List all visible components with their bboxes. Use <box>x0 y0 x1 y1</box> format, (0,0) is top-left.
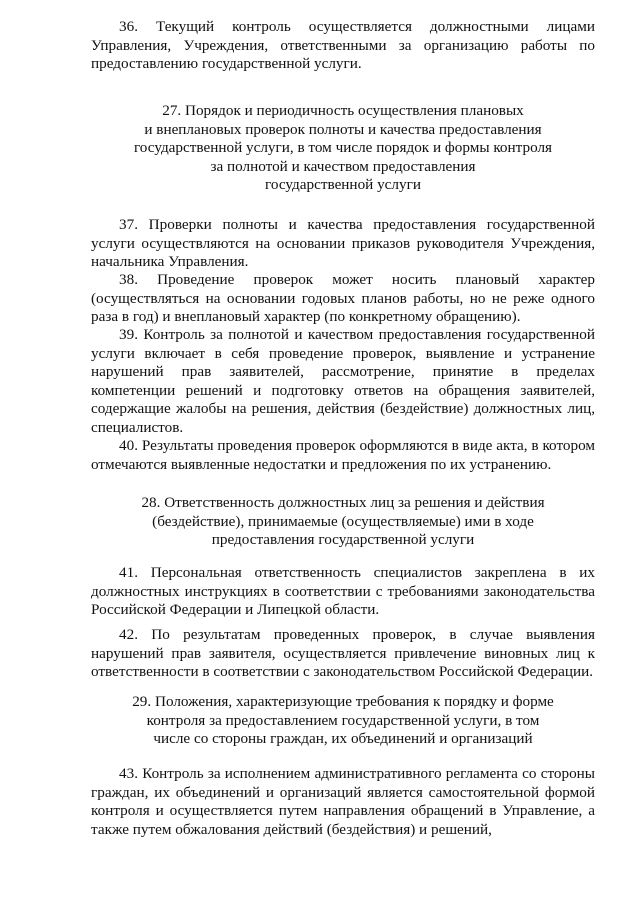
heading-line: контроля за предоставлением государственной услуги, в том <box>146 711 540 729</box>
heading-line: и внеплановых проверок полноты и качества предоставления <box>144 120 542 138</box>
section-heading-27 <box>91 102 595 195</box>
paragraph-38: 38. Проведение проверок может носить плановый характер (осуществляться на основании годовых планов работы, но не реже одного раза в год) и внеплановый характер (по конкретному обращению). <box>91 271 595 326</box>
paragraph-42: 42. По результатам проведенных проверок, в случае выявления нарушений прав заявителя, осуществляется привлечение виновных лиц к ответственности в соответствии с законодательством Российской Федерации. <box>91 626 595 681</box>
paragraph-39: 39. Контроль за полнотой и качеством предоставления государственной услуги включает в себя проведение проверок, выявление и устранение нарушений прав заявителей, рассмотрение, принятие в пределах компетенции решений и подготовку ответов на обращения заявителей, содержащие жалобы на решения, действия (бездействие) должностных лиц, специалистов. <box>91 326 595 436</box>
paragraph-41: 41. Персональная ответственность специалистов закреплена в их должностных инструкциях в соответствии с требованиями законодательства Российской Федерации и Липецкой области. <box>91 564 595 619</box>
heading-line: государственной услуги <box>265 176 421 194</box>
section-heading-28 <box>91 494 595 550</box>
paragraph-37: 37. Проверки полноты и качества предоставления государственной услуги осуществляются на основании приказов руководителя Учреждения, начальника Управления. <box>91 216 595 271</box>
heading-line: за полнотой и качеством предоставления <box>210 157 476 175</box>
heading-line: государственной услуги, в том числе порядок и формы контроля <box>133 139 553 157</box>
paragraph-43: 43. Контроль за исполнением административного регламента со стороны граждан, их объединений и организаций является самостоятельной формой контроля и осуществляется путем направления обращений в Управление, а также путем обжалования действий (бездействия) и решений, <box>91 765 595 838</box>
heading-line: (бездействие), принимаемые (осуществляемые) ими в ходе <box>152 512 534 530</box>
heading-line: 27. Порядок и периодичность осуществления плановых <box>162 102 524 119</box>
section-heading-29 <box>91 693 595 749</box>
heading-line: числе со стороны граждан, их объединений и организаций <box>153 730 533 748</box>
heading-line: 29. Положения, характеризующие требования к порядку и форме <box>132 693 554 710</box>
paragraph-40: 40. Результаты проведения проверок оформляются в виде акта, в котором отмечаются выявленные недостатки и предложения по их устранению. <box>91 437 595 473</box>
heading-line: предоставления государственной услуги <box>211 531 475 549</box>
paragraph-36: 36. Текущий контроль осуществляется должностными лицами Управления, Учреждения, ответственными за организацию работы по предоставлению государственной услуги. <box>91 18 595 73</box>
heading-line: 28. Ответственность должностных лиц за решения и действия <box>141 494 545 511</box>
